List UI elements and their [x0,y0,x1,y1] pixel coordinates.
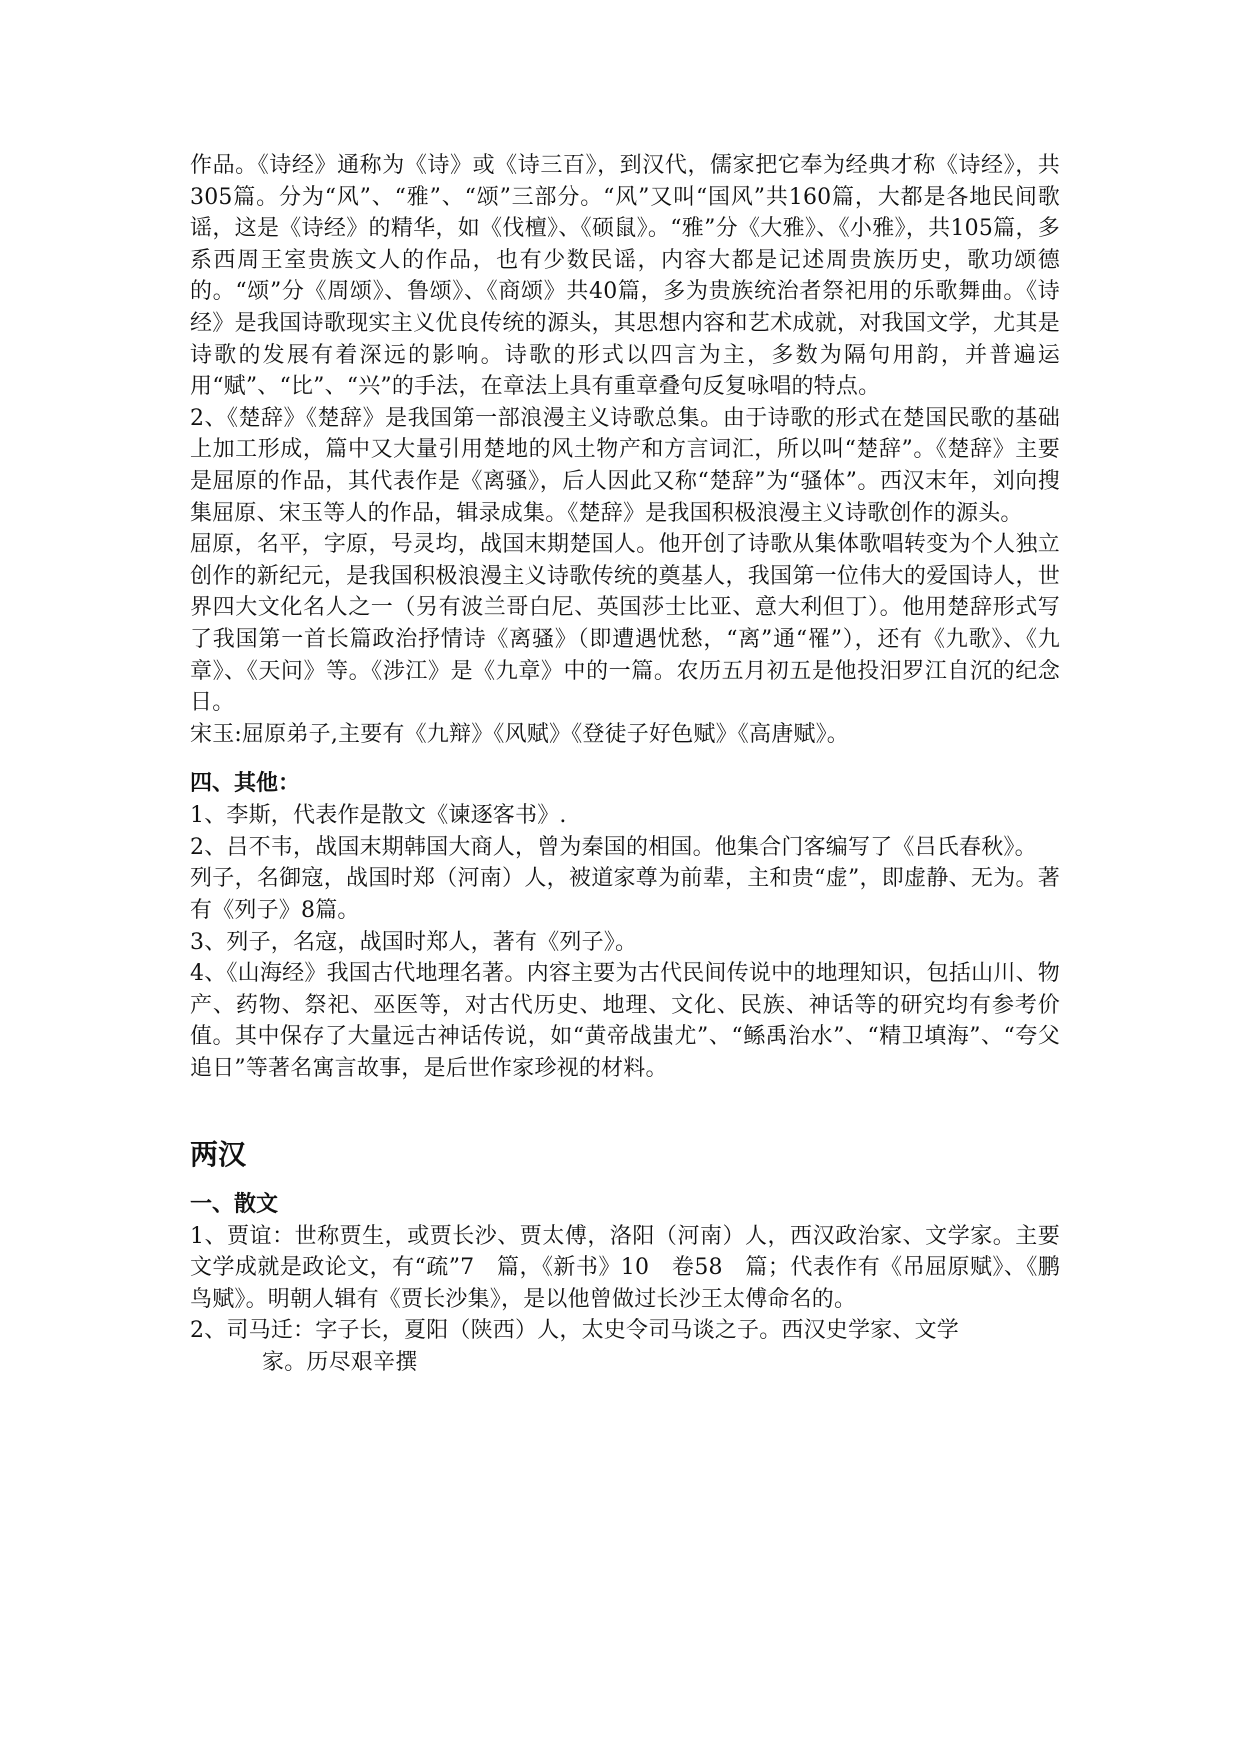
quyuan-paragraph: 屈原，名平，字原，号灵均，战国末期楚国人。他开创了诗歌从集体歌唱转变为个人独立创作的新纪元，是我国积极浪漫主义诗歌传统的奠基人，我国第一位伟大的爱国诗人，世界四大文化名人之一（另有波兰哥白尼、英国莎士比亚、意大利但丁）。他用楚辞形式写了我国第一首长篇政治抒情诗《离骚》（即遭遇忧愁，“离”通“罹”），还有《九歌》、《九章》、《天问》等。《涉江》是《九章》中的一篇。农历五月初五是他投汨罗江自沉的纪念日。 [190,532,1060,716]
lubuwei-paragraph: 2、吕不韦，战国末期韩国大商人，曾为秦国的相国。他集合门客编写了《吕氏春秋》。 [190,834,1037,860]
spacer [190,1085,1060,1135]
shijing-paragraph: 作品。《诗经》通称为《诗》或《诗三百》，到汉代，儒家把它奉为经典才称《诗经》，共305篇。分为“风”、“雅”、“颂”三部分。“风”又叫“国风”共160篇，大都是各地民间歌谣，这是《诗经》的精华，如《伐檀》、《硕鼠》。“雅”分《大雅》、《小雅》，共105篇，多系西周王室贵族文人的作品，也有少数民谣，内容大都是记述周贵族历史，歌功颂德的。“颂”分《周颂》、鲁颂》、《商颂》共40篇，多为贵族统治者祭祀用的乐歌舞曲。《诗经》是我国诗歌现实主义优良传统的源头，其思想内容和艺术成就，对我国文学，尤其是诗歌的发展有着深远的影响。诗歌的形式以四言为主，多数为隔句用韵，并普遍运用“赋”、“比”、“兴”的手法，在章法上具有重章叠句反复咏唱的特点。 [190,153,1060,400]
liezi-short-paragraph: 3、列子，名寇，战国时郑人，著有《列子》。 [190,929,638,955]
chuci-paragraph: 2、《楚辞》《楚辞》是我国第一部浪漫主义诗歌总集。由于诗歌的形式在楚国民歌的基础上加工形成，篇中又大量引用楚地的风土物产和方言词汇，所以叫“楚辞”。《楚辞》主要是屈原的作品，其代表作是《离骚》，后人因此又称“楚辞”为“骚体”。西汉末年，刘向搜集屈原、宋玉等人的作品，辑录成集。《楚辞》是我国积极浪漫主义诗歌创作的源头。 [190,405,1060,526]
shanhaijing-paragraph: 4、《山海经》我国古代地理名著。内容主要为古代民间传说中的地理知识，包括山川、物产、药物、祭祀、巫医等，对古代历史、地理、文化、民族、神话等的研究均有参考价值。其中保存了大量远古神话传说，如“黄帝战蚩尤”、“鲧禹治水”、“精卫填海”、“夸父追日”等著名寓言故事，是后世作家珍视的材料。 [190,961,1060,1082]
liezi-paragraph: 列子，名御寇，战国时郑（河南）人，被道家尊为前辈，主和贵“虚”，即虚静、无为。著有《列子》8篇。 [190,866,1060,924]
lisi-paragraph: 1、李斯，代表作是散文《谏逐客书》. [190,803,567,829]
era-title-lianghan: 两汉 [190,1137,247,1171]
songyu-paragraph: 宋玉:屈原弟子,主要有《九辩》《风赋》《登徒子好色赋》《高唐赋》。 [190,721,850,747]
simaqian-continuation: 家。历尽艰辛撰 [262,1350,418,1375]
section-title-prose: 一、散文 [190,1191,279,1217]
spacer [190,750,1060,768]
simaqian-paragraph: 2、司马迁：字子长，夏阳（陕西）人，太史令司马谈之子。西汉史学家、文学 [190,1318,959,1344]
section-title-other: 四、其他： [190,771,301,797]
jiayi-paragraph: 1、贾谊：世称贾生，或贾长沙、贾太傅，洛阳（河南）人，西汉政治家、文学家。主要文学成就是政论文，有“疏”7 篇，《新书》10 卷58 篇；代表作有《吊屈原赋》、《鹏鸟赋》。明朝人辑有《贾长沙集》，是以他曾做过长沙王太傅命名的。 [190,1223,1060,1312]
page-body [190,150,1060,1379]
